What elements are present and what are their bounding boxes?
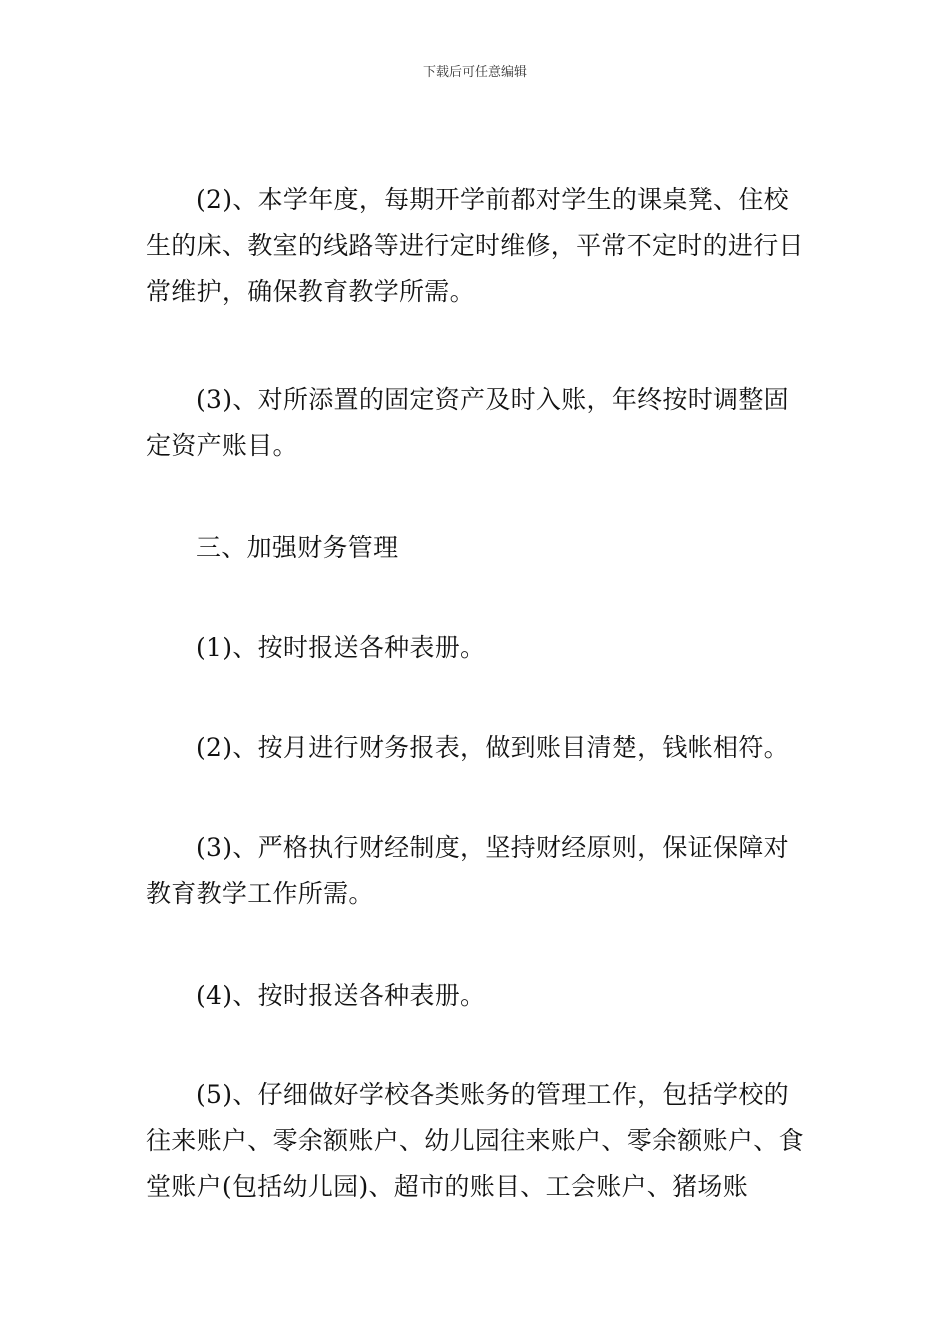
paragraph-reports-2: (4)、按时报送各种表册。 <box>196 981 486 1010</box>
paragraph-reports: (1)、按时报送各种表册。 <box>196 633 486 662</box>
paragraph-accounts: (5)、仔细做好学校各类账务的管理工作，包括学校的往来账户、零余额账户、幼儿园往来账户、零余额账户、食堂账户(包括幼儿园)、超市的账目、工会账户、猪场账 <box>146 1080 804 1201</box>
page-header: 下载后可任意编辑 <box>422 65 527 80</box>
paragraph-maintenance: (2)、本学年度，每期开学前都对学生的课桌凳、住校生的床、教室的线路等进行定时维修，平常不定时的进行日常维护，确保教育教学所需。 <box>146 185 804 306</box>
section-heading-finance: 三、加强财务管理 <box>196 533 399 562</box>
paragraph-financial-rules: (3)、严格执行财经制度，坚持财经原则，保证保障对教育教学工作所需。 <box>146 833 789 908</box>
paragraph-fixed-assets: (3)、对所添置的固定资产及时入账，年终按时调整固定资产账目。 <box>146 385 789 460</box>
paragraph-monthly-statements: (2)、按月进行财务报表，做到账目清楚，钱帐相符。 <box>196 733 789 762</box>
